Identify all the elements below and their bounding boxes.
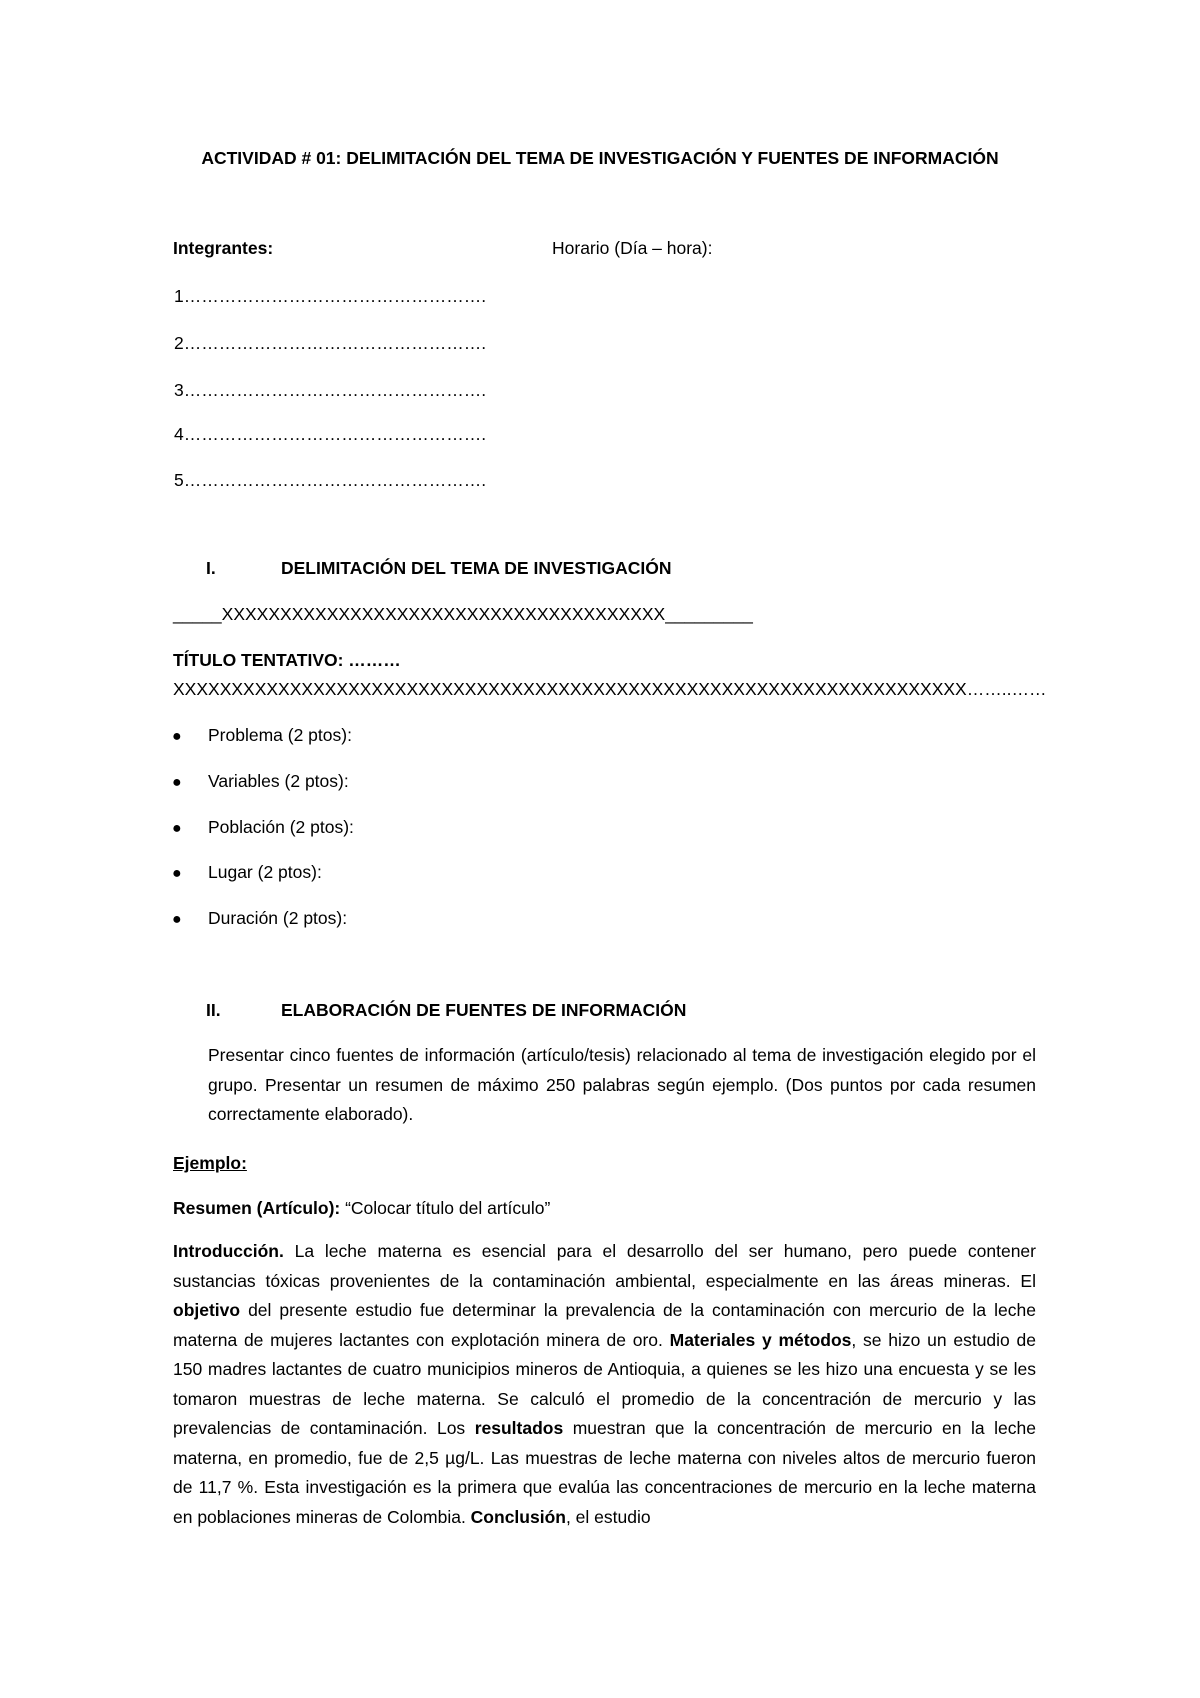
abstract-paragraph	[173, 1237, 1036, 1532]
section-1-number: I.	[206, 558, 216, 578]
bullet-icon: ●	[172, 820, 182, 837]
abstract-text: , se hizo un estudio de 150 madres lactantes de cuatro municipios mineros de Antioquia, a quienes se les hizo una encuesta y se les tomaron muestras de leche materna. Se calculó el promedio de la concentración de mercurio y las prevalencias de contaminación. Los	[173, 1329, 1036, 1438]
instructions-paragraph: Presentar cinco fuentes de información (artículo/tesis) relacionado al tema de investigación elegido por el grupo. Presentar un resumen de máximo 250 palabras según ejemplo. (Dos puntos por cada resumen correctamente elaborado).	[208, 1045, 1036, 1124]
abstract-text: muestran que la concentración de mercurio en la leche materna, en promedio, fue de 2,5 µg/L. Las muestras de leche materna con niveles altos de mercurio fueron de 11,7 %. Esta investigación es la primera que evalúa las concentraciones de mercurio en la leche materna en poblaciones mineras de Colombia.	[173, 1418, 1037, 1527]
section-2-number: II.	[206, 1000, 221, 1020]
abstract-text: La leche materna es esencial para el desarrollo del ser humano, pero puede contener sustancias tóxicas provenientes de la contaminación ambiental, especialmente en las áreas mineras. El	[173, 1241, 1036, 1291]
section-2-heading	[206, 1000, 686, 1021]
member-line-5: 5…………………………………………….	[174, 470, 487, 490]
tentative-title-value: XXXXXXXXXXXXXXXXXXXXXXXXXXXXXXXXXXXXXXXXXXXXXXXXXXXXXXXXXXXXXXXXXXXX……..……	[173, 679, 1047, 699]
tentative-title-label: TÍTULO TENTATIVO: ………	[173, 650, 401, 670]
list-item	[172, 908, 347, 929]
schedule-label: Horario (Día – hora):	[552, 238, 713, 258]
list-item-label: Lugar (2 ptos):	[208, 862, 322, 882]
members-label: Integrantes:	[173, 238, 274, 258]
list-item	[172, 862, 322, 883]
page-title: ACTIVIDAD # 01: DELIMITACIÓN DEL TEMA DE INVESTIGACIÓN Y FUENTES DE INFORMACIÓN	[201, 148, 999, 168]
member-line-4: 4…………………………………………….	[174, 424, 487, 444]
member-line-1: 1…………………………………………….	[174, 286, 487, 306]
intro-label: Introducción.	[173, 1241, 284, 1261]
bullet-icon: ●	[172, 865, 182, 882]
section-2-title: ELABORACIÓN DE FUENTES DE INFORMACIÓN	[281, 1000, 687, 1020]
abstract-text: , el estudio	[565, 1506, 651, 1527]
example-label: Ejemplo:	[173, 1153, 247, 1173]
list-item	[172, 771, 349, 792]
summary-title: “Colocar título del artículo”	[340, 1198, 551, 1218]
section-1-heading	[206, 558, 672, 579]
list-item-label: Población (2 ptos):	[208, 817, 354, 837]
section-1-title: DELIMITACIÓN DEL TEMA DE INVESTIGACIÓN	[281, 558, 672, 578]
list-item-label: Duración (2 ptos):	[208, 908, 348, 928]
list-item	[172, 817, 354, 838]
list-item-label: Problema (2 ptos):	[208, 725, 352, 745]
bullet-icon: ●	[172, 728, 182, 745]
methods-label: Materiales y métodos	[669, 1329, 852, 1350]
results-label: resultados	[474, 1418, 564, 1438]
bullet-icon: ●	[172, 774, 182, 791]
objective-label: objetivo	[173, 1300, 241, 1320]
member-line-2: 2…………………………………………….	[174, 333, 487, 353]
list-item	[172, 725, 352, 746]
member-line-3: 3…………………………………………….	[174, 380, 487, 400]
summary-label: Resumen (Artículo):	[173, 1198, 341, 1218]
conclusion-label: Conclusión	[470, 1506, 566, 1527]
summary-heading	[173, 1198, 550, 1219]
abstract-text: del presente estudio fue determinar la prevalencia de la contaminación con mercurio de la leche materna de mujeres lactantes con explotación minera de oro.	[173, 1300, 1036, 1350]
bullet-icon: ●	[172, 911, 182, 928]
list-item-label: Variables (2 ptos):	[208, 771, 349, 791]
topic-line: _____XXXXXXXXXXXXXXXXXXXXXXXXXXXXXXXXXXXXXX_________	[173, 604, 753, 624]
